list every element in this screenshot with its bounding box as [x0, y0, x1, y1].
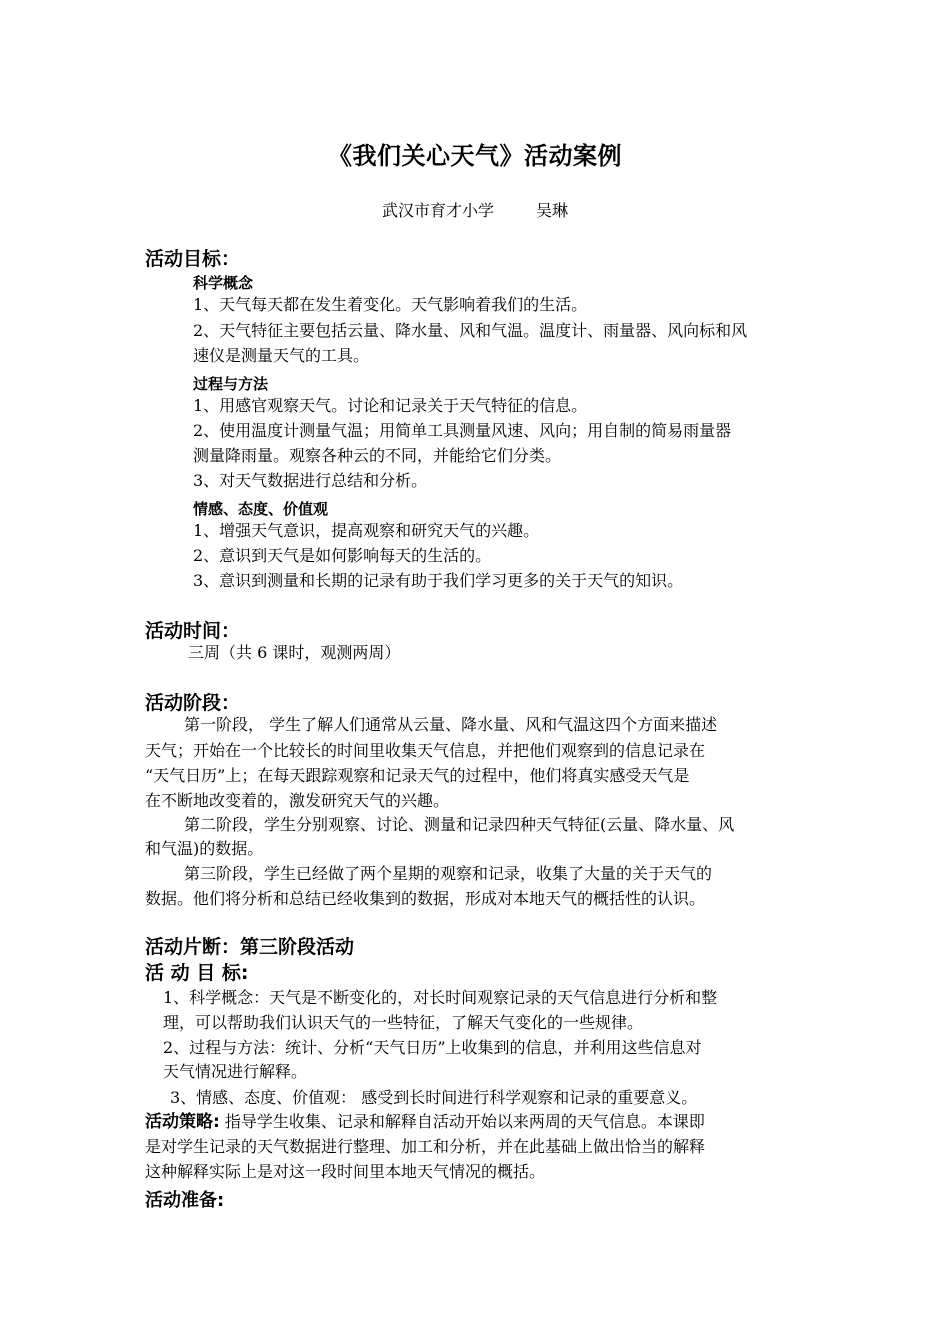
- stage-2-line1: 第二阶段，学生分别观察、讨论、测量和记录四种天气特征(云量、降水量、风: [184, 815, 735, 834]
- emotion-item-2: 2、意识到天气是如何影响每天的生活的。: [193, 546, 492, 565]
- stage-1-line3: “天气日历”上；在每天跟踪观察和记录天气的过程中，他们将真实感受天气是: [145, 766, 690, 785]
- science-concept-heading: 科学概念: [193, 274, 254, 292]
- strategy-text: 指导学生收集、记录和解释自活动开始以来两周的天气信息。本课即: [219, 1112, 705, 1131]
- process-item-2-line1: 2、使用温度计测量气温；用简单工具测量风速、风向；用自制的简易雨量器: [193, 421, 732, 440]
- prep-heading: 活动准备:: [145, 1190, 225, 1211]
- stage-2-line2: 和气温)的数据。: [145, 839, 264, 858]
- science-item-1: 1、天气每天都在发生着变化。天气影响着我们的生活。: [193, 295, 588, 314]
- emotion-item-1: 1、增强天气意识，提高观察和研究天气的兴趣。: [193, 521, 540, 540]
- strategy-label: 活动策略:: [145, 1112, 220, 1132]
- author-name: 吴琳: [536, 201, 569, 220]
- fragment-goal-1-line1: 1、科学概念：天气是不断变化的，对长时间观察记录的天气信息进行分析和整: [163, 988, 718, 1007]
- fragment-goal-3: 3、情感、态度、价值观： 感受到长时间进行科学观察和记录的重要意义。: [170, 1088, 698, 1107]
- process-method-heading: 过程与方法: [193, 375, 269, 393]
- process-item-1: 1、用感官观察天气。讨论和记录关于天气特征的信息。: [193, 396, 588, 415]
- school-name: 武汉市育才小学: [381, 201, 494, 220]
- science-item-2-line1: 2、天气特征主要包括云量、降水量、风和气温。温度计、雨量器、风向标和风: [193, 321, 748, 340]
- process-item-2-line2: 测量降雨量。观察各种云的不同，并能给它们分类。: [193, 446, 562, 465]
- stages-heading: 活动阶段：: [145, 692, 241, 714]
- goals-heading: 活动目标：: [145, 248, 241, 270]
- emotion-attitude-heading: 情感、态度、价值观: [193, 500, 329, 518]
- process-item-3: 3、对天气数据进行总结和分析。: [193, 471, 428, 490]
- fragment-heading: 活动片断：第三阶段活动: [145, 936, 355, 958]
- science-item-2-line2: 速仪是测量天气的工具。: [193, 346, 370, 365]
- strategy-line3: 这种解释实际上是对这一段时间里本地天气情况的概括。: [145, 1162, 546, 1181]
- time-heading: 活动时间：: [145, 620, 241, 642]
- strategy-line2: 是对学生记录的天气数据进行整理、加工和分析，并在此基础上做出恰当的解释: [145, 1137, 706, 1156]
- time-text: 三周（共 6 课时，观测两周）: [188, 643, 401, 662]
- fragment-goal-2-line2: 天气情况进行解释。: [163, 1062, 308, 1081]
- stage-3-line1: 第三阶段，学生已经做了两个星期的观察和记录，收集了大量的关于天气的: [184, 864, 713, 883]
- author-line: [0, 198, 950, 221]
- document-title: 《我们关心天气》活动案例: [328, 142, 622, 170]
- stage-1-line4: 在不断地改变着的，激发研究天气的兴趣。: [145, 791, 450, 810]
- fragment-goals-heading: 活 动 目 标:: [145, 962, 249, 984]
- stage-1-line1: 第一阶段， 学生了解人们通常从云量、降水量、风和气温这四个方面来描述: [184, 715, 718, 734]
- fragment-goal-2-line1: 2、过程与方法：统计、分析“天气日历”上收集到的信息，并利用这些信息对: [163, 1038, 702, 1057]
- fragment-goal-1-line2: 理，可以帮助我们认识天气的一些特征，了解天气变化的一些规律。: [163, 1013, 644, 1032]
- strategy-line1: [145, 1109, 705, 1135]
- emotion-item-3: 3、意识到测量和长期的记录有助于我们学习更多的关于天气的知识。: [193, 571, 684, 590]
- stage-3-line2: 数据。他们将分析和总结已经收集到的数据，形成对本地天气的概括性的认识。: [145, 889, 706, 908]
- stage-1-line2: 天气；开始在一个比较长的时间里收集天气信息，并把他们观察到的信息记录在: [145, 741, 706, 760]
